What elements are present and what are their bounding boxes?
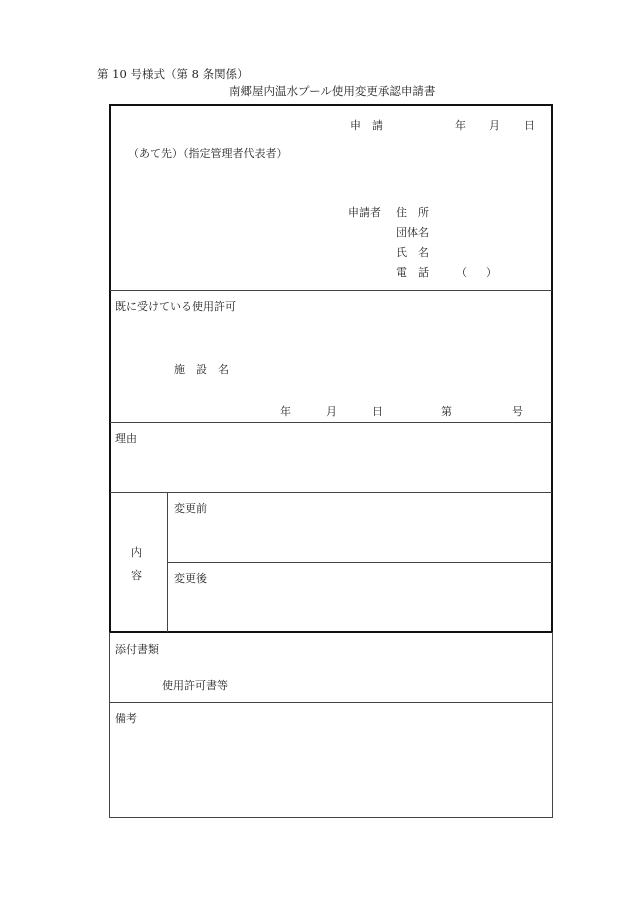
divider-attachments-remarks xyxy=(110,702,552,703)
divider-content-label xyxy=(167,492,168,632)
after-change-label: 変更後 xyxy=(174,572,207,585)
form-number: 第 10 号様式（第 8 条関係） xyxy=(97,67,249,81)
application-year-label: 年 xyxy=(455,119,466,132)
before-change-label: 変更前 xyxy=(174,502,207,515)
remarks-label: 備考 xyxy=(115,712,137,725)
permit-month-label: 月 xyxy=(326,405,337,418)
attachments-item: 使用許可書等 xyxy=(162,679,228,692)
permit-day-label: 日 xyxy=(372,405,383,418)
lower-form-frame xyxy=(109,632,553,818)
organization-label: 団体名 xyxy=(396,226,429,239)
divider-permit-reason xyxy=(110,422,552,423)
permit-number-prefix: 第 xyxy=(441,405,452,418)
application-day-label: 日 xyxy=(524,119,535,132)
applicant-label: 申請者 xyxy=(348,206,381,219)
addressee: （あて先）（指定管理者代表者） xyxy=(128,147,288,160)
form-title: 南郷屋内温水プール使用変更承認申請書 xyxy=(229,84,436,98)
divider-before-after xyxy=(168,562,552,563)
address-label: 住 所 xyxy=(396,206,429,219)
application-label: 申 請 xyxy=(350,119,383,132)
content-label-bottom: 容 xyxy=(131,569,142,582)
permit-year-label: 年 xyxy=(280,405,291,418)
phone-label: 電 話 xyxy=(396,266,429,279)
name-label: 氏 名 xyxy=(396,246,429,259)
facility-label: 施 設 名 xyxy=(174,363,229,376)
reason-label: 理由 xyxy=(115,432,137,445)
divider-applicant-permit xyxy=(110,290,552,291)
permit-number-suffix: 号 xyxy=(512,405,523,418)
attachments-label: 添付書類 xyxy=(115,643,159,656)
phone-paren-close: ） xyxy=(486,266,497,279)
permit-heading: 既に受けている使用許可 xyxy=(115,300,236,313)
phone-paren-open: （ xyxy=(456,266,467,279)
content-label-top: 内 xyxy=(131,546,142,559)
divider-reason-content xyxy=(110,492,552,493)
application-month-label: 月 xyxy=(489,119,500,132)
